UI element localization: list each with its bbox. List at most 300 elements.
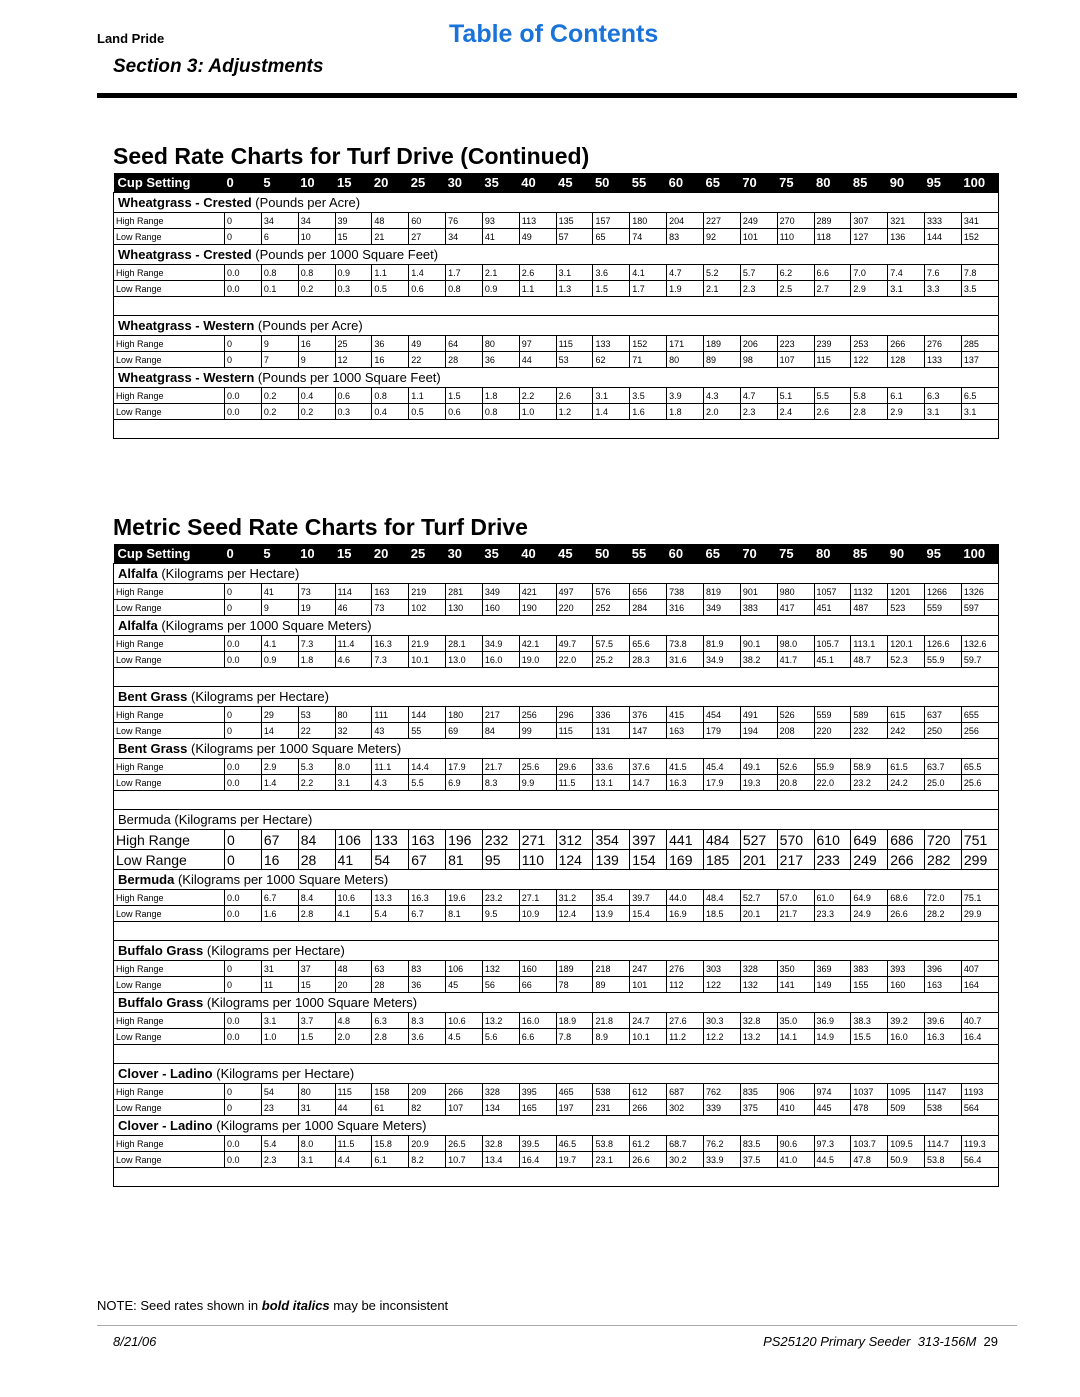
rate-cell: 158 (372, 1084, 409, 1100)
rate-cell: 29.9 (961, 906, 998, 922)
rate-cell: 231 (593, 1100, 630, 1116)
rate-cell: 16.3 (925, 1029, 962, 1045)
rate-cell: 232 (482, 830, 519, 850)
range-label: Low Range (114, 1152, 225, 1168)
range-label: High Range (114, 961, 225, 977)
cup-setting-value: 85 (851, 173, 888, 193)
high-range-row (114, 584, 999, 600)
cup-setting-value: 80 (814, 544, 851, 564)
cup-setting-value: 20 (372, 173, 409, 193)
rate-cell: 10 (298, 229, 335, 245)
rate-cell: 299 (961, 850, 998, 870)
rate-cell: 48.7 (851, 652, 888, 668)
rate-cell: 615 (888, 707, 925, 723)
rate-cell: 32 (335, 723, 372, 739)
rate-cell: 48.4 (703, 890, 740, 906)
rate-cell: 16 (372, 352, 409, 368)
rate-cell: 25 (335, 336, 372, 352)
rate-cell: 0.8 (446, 281, 483, 297)
separator-cell (114, 791, 999, 810)
rate-cell: 276 (667, 961, 704, 977)
low-range-row (114, 652, 999, 668)
separator-row (114, 420, 999, 439)
rate-cell: 18.5 (703, 906, 740, 922)
rate-cell: 2.0 (335, 1029, 372, 1045)
rate-cell: 75.1 (961, 890, 998, 906)
seed-type-title-row (114, 1064, 999, 1084)
rate-cell: 13.1 (593, 775, 630, 791)
rate-cell: 53 (556, 352, 593, 368)
cup-setting-value: 0 (225, 173, 262, 193)
rate-cell: 61.5 (888, 759, 925, 775)
rate-cell: 686 (888, 830, 925, 850)
rate-cell: 68.6 (888, 890, 925, 906)
rate-cell: 55.9 (925, 652, 962, 668)
rate-cell: 415 (667, 707, 704, 723)
rate-cell: 5.7 (740, 265, 777, 281)
rate-cell: 90.6 (777, 1136, 814, 1152)
rate-cell: 115 (814, 352, 851, 368)
rate-cell: 2.8 (372, 1029, 409, 1045)
rate-cell: 9.9 (519, 775, 556, 791)
rate-cell: 122 (703, 977, 740, 993)
rate-cell: 0.0 (225, 1029, 262, 1045)
seed-type-name: Buffalo Grass (118, 943, 204, 958)
rate-cell: 44.0 (667, 890, 704, 906)
cup-setting-header-row (114, 173, 999, 193)
cup-setting-value: 100 (961, 173, 998, 193)
rate-cell: 2.8 (851, 404, 888, 420)
rate-cell: 2.1 (703, 281, 740, 297)
rate-cell: 10.1 (409, 652, 446, 668)
rate-cell: 47.8 (851, 1152, 888, 1168)
rate-cell: 0.3 (335, 404, 372, 420)
cup-setting-value: 85 (851, 544, 888, 564)
rate-cell: 130 (446, 600, 483, 616)
rate-cell: 1.1 (409, 388, 446, 404)
rate-cell: 289 (814, 213, 851, 229)
rate-cell: 0.3 (335, 281, 372, 297)
rate-cell: 34.9 (703, 652, 740, 668)
range-label: High Range (114, 890, 225, 906)
rate-cell: 395 (519, 1084, 556, 1100)
seed-type-title-row (114, 316, 999, 336)
seed-type-unit: (Pounds per 1000 Square Feet) (254, 370, 441, 385)
range-label: High Range (114, 1084, 225, 1100)
rate-cell: 110 (519, 850, 556, 870)
rate-cell: 2.9 (888, 404, 925, 420)
rate-cell: 0.8 (482, 404, 519, 420)
rate-cell: 53.8 (593, 1136, 630, 1152)
rate-cell: 637 (925, 707, 962, 723)
rate-cell: 3.1 (556, 265, 593, 281)
rate-cell: 247 (630, 961, 667, 977)
rate-cell: 27.1 (519, 890, 556, 906)
rate-cell: 163 (925, 977, 962, 993)
rate-cell: 24.9 (851, 906, 888, 922)
rate-cell: 80 (482, 336, 519, 352)
cup-setting-value: 50 (593, 173, 630, 193)
cup-setting-value: 95 (925, 544, 962, 564)
rate-cell: 1147 (925, 1084, 962, 1100)
rate-cell: 54 (372, 850, 409, 870)
rate-cell: 445 (814, 1100, 851, 1116)
rate-cell: 65.5 (961, 759, 998, 775)
rate-cell: 23.2 (851, 775, 888, 791)
rate-cell: 144 (925, 229, 962, 245)
seed-type-name: Alfalfa (118, 618, 158, 633)
rate-cell: 0 (225, 584, 262, 600)
rate-cell: 52.6 (777, 759, 814, 775)
rate-cell: 22 (298, 723, 335, 739)
rate-cell: 5.8 (851, 388, 888, 404)
rate-cell: 14 (261, 723, 298, 739)
rate-cell: 101 (630, 977, 667, 993)
rate-cell: 7.8 (961, 265, 998, 281)
rate-cell: 89 (593, 977, 630, 993)
rate-cell: 15 (335, 229, 372, 245)
section-title: Section 3: Adjustments (113, 56, 324, 77)
rate-cell: 126.6 (925, 636, 962, 652)
rate-cell: 0.9 (261, 652, 298, 668)
rate-cell: 383 (851, 961, 888, 977)
rate-cell: 107 (777, 352, 814, 368)
rate-cell: 54 (261, 1084, 298, 1100)
rate-cell: 11.4 (335, 636, 372, 652)
range-label: Low Range (114, 1029, 225, 1045)
rate-cell: 369 (814, 961, 851, 977)
rate-cell: 28.3 (630, 652, 667, 668)
range-label: High Range (114, 265, 225, 281)
rate-cell: 0 (225, 707, 262, 723)
cup-setting-value: 45 (556, 173, 593, 193)
rate-cell: 1037 (851, 1084, 888, 1100)
rate-cell: 13.0 (446, 652, 483, 668)
rate-cell: 0 (225, 723, 262, 739)
high-range-row (114, 636, 999, 652)
rate-cell: 4.1 (335, 906, 372, 922)
chart-title-metric: Metric Seed Rate Charts for Turf Drive (113, 514, 528, 540)
rate-cell: 0 (225, 229, 262, 245)
cup-setting-value: 90 (888, 544, 925, 564)
rate-cell: 10.9 (519, 906, 556, 922)
rate-cell: 1201 (888, 584, 925, 600)
rate-cell: 55 (409, 723, 446, 739)
rate-cell: 23 (261, 1100, 298, 1116)
rate-cell: 10.6 (446, 1013, 483, 1029)
cup-setting-value: 5 (261, 173, 298, 193)
rate-cell: 197 (556, 1100, 593, 1116)
rate-cell: 65.6 (630, 636, 667, 652)
rate-cell: 160 (519, 961, 556, 977)
cup-setting-label: Cup Setting (114, 173, 225, 193)
rate-cell: 217 (482, 707, 519, 723)
low-range-row (114, 600, 999, 616)
footer-date: 8/21/06 (113, 1334, 157, 1349)
rate-cell: 16.0 (519, 1013, 556, 1029)
low-range-row (114, 723, 999, 739)
rate-cell: 16.4 (961, 1029, 998, 1045)
rate-cell: 738 (667, 584, 704, 600)
rate-cell: 649 (851, 830, 888, 850)
rate-cell: 61.2 (630, 1136, 667, 1152)
rate-cell: 0.0 (225, 906, 262, 922)
rate-cell: 14.1 (777, 1029, 814, 1045)
cup-setting-value: 25 (409, 544, 446, 564)
rate-cell: 25.6 (961, 775, 998, 791)
rate-cell: 219 (409, 584, 446, 600)
cup-setting-value: 95 (925, 173, 962, 193)
rate-cell: 3.5 (961, 281, 998, 297)
cup-setting-header-row (114, 544, 999, 564)
rate-cell: 3.5 (630, 388, 667, 404)
rate-cell: 45 (446, 977, 483, 993)
rate-cell: 15 (298, 977, 335, 993)
rate-cell: 65 (593, 229, 630, 245)
rate-cell: 49 (409, 336, 446, 352)
rate-cell: 35.4 (593, 890, 630, 906)
high-range-row (114, 265, 999, 281)
rate-cell: 31.6 (667, 652, 704, 668)
rate-cell: 22 (409, 352, 446, 368)
rate-cell: 69 (446, 723, 483, 739)
rate-cell: 20.9 (409, 1136, 446, 1152)
rate-cell: 8.9 (593, 1029, 630, 1045)
seed-type-title-row (114, 616, 999, 636)
rate-cell: 164 (961, 977, 998, 993)
rate-cell: 127 (851, 229, 888, 245)
rate-cell: 8.0 (298, 1136, 335, 1152)
rate-cell: 155 (851, 977, 888, 993)
rate-cell: 46 (335, 600, 372, 616)
rate-cell: 1.6 (261, 906, 298, 922)
rate-cell: 73 (298, 584, 335, 600)
rate-cell: 84 (482, 723, 519, 739)
rate-cell: 209 (409, 1084, 446, 1100)
rate-cell: 18.9 (556, 1013, 593, 1029)
rate-cell: 0.0 (225, 404, 262, 420)
rate-cell: 113 (519, 213, 556, 229)
rate-cell: 111 (372, 707, 409, 723)
range-label: High Range (114, 830, 225, 850)
rate-cell: 397 (630, 830, 667, 850)
high-range-row (114, 1013, 999, 1029)
rate-cell: 36 (409, 977, 446, 993)
seed-type-title (114, 193, 999, 213)
rate-cell: 0.2 (261, 404, 298, 420)
rate-cell: 154 (630, 850, 667, 870)
separator-row (114, 297, 999, 316)
seed-type-title-row (114, 810, 999, 830)
range-label: High Range (114, 1136, 225, 1152)
rate-cell: 282 (925, 850, 962, 870)
seed-type-title-row (114, 564, 999, 584)
seed-type-unit: (Kilograms per 1000 Square Meters) (203, 995, 418, 1010)
seed-type-unit: (Kilograms per 1000 Square Meters) (212, 1118, 427, 1133)
rate-cell: 20 (335, 977, 372, 993)
seed-type-title-row (114, 687, 999, 707)
rate-cell: 73 (372, 600, 409, 616)
rate-cell: 23.1 (593, 1152, 630, 1168)
rate-cell: 2.2 (519, 388, 556, 404)
rate-cell: 451 (814, 600, 851, 616)
rate-cell: 612 (630, 1084, 667, 1100)
rate-cell: 6.6 (519, 1029, 556, 1045)
cup-setting-value: 30 (446, 544, 483, 564)
rate-cell: 4.7 (667, 265, 704, 281)
rate-cell: 49.1 (740, 759, 777, 775)
range-label: Low Range (114, 977, 225, 993)
range-label: Low Range (114, 850, 225, 870)
rate-cell: 2.3 (740, 404, 777, 420)
rate-cell: 220 (556, 600, 593, 616)
rate-cell: 396 (925, 961, 962, 977)
rate-cell: 303 (703, 961, 740, 977)
high-range-row (114, 707, 999, 723)
rate-cell: 160 (888, 977, 925, 993)
rate-cell: 137 (961, 352, 998, 368)
rate-cell: 196 (446, 830, 483, 850)
rate-cell: 46.5 (556, 1136, 593, 1152)
rate-cell: 134 (482, 1100, 519, 1116)
rate-cell: 19.6 (446, 890, 483, 906)
seed-type-name: Bent Grass (118, 689, 188, 704)
seed-type-title (114, 316, 999, 336)
rate-cell: 1.2 (556, 404, 593, 420)
cup-setting-value: 10 (298, 544, 335, 564)
rate-cell: 3.1 (335, 775, 372, 791)
chart-title-imperial: Seed Rate Charts for Turf Drive (Continued) (113, 143, 590, 169)
low-range-row (114, 1152, 999, 1168)
rate-cell: 49.7 (556, 636, 593, 652)
rate-cell: 3.1 (925, 404, 962, 420)
range-label: High Range (114, 336, 225, 352)
rate-cell: 350 (777, 961, 814, 977)
rate-cell: 655 (961, 707, 998, 723)
rate-cell: 28.1 (446, 636, 483, 652)
rate-cell: 17.9 (703, 775, 740, 791)
rate-cell: 3.7 (298, 1013, 335, 1029)
cup-setting-value: 10 (298, 173, 335, 193)
rate-cell: 1095 (888, 1084, 925, 1100)
rate-cell: 10.6 (335, 890, 372, 906)
rate-cell: 589 (851, 707, 888, 723)
rate-cell: 538 (593, 1084, 630, 1100)
seed-type-title (114, 1116, 999, 1136)
rate-cell: 1.0 (261, 1029, 298, 1045)
rate-cell: 3.1 (593, 388, 630, 404)
high-range-row (114, 1136, 999, 1152)
rate-cell: 24.2 (888, 775, 925, 791)
rate-cell: 67 (409, 850, 446, 870)
rate-cell: 41 (482, 229, 519, 245)
range-label: High Range (114, 707, 225, 723)
seed-type-name: Wheatgrass - Western (118, 370, 255, 385)
rate-cell: 115 (335, 1084, 372, 1100)
rate-cell: 12 (335, 352, 372, 368)
rate-cell: 107 (446, 1100, 483, 1116)
rate-cell: 133 (925, 352, 962, 368)
rate-cell: 17.9 (446, 759, 483, 775)
cup-setting-value: 40 (519, 544, 556, 564)
cup-setting-value: 20 (372, 544, 409, 564)
rate-cell: 20.1 (740, 906, 777, 922)
rate-cell: 98 (740, 352, 777, 368)
seed-type-title-row (114, 941, 999, 961)
rate-cell: 5.4 (261, 1136, 298, 1152)
cup-setting-value: 75 (777, 173, 814, 193)
rate-cell: 256 (519, 707, 556, 723)
separator-row (114, 1168, 999, 1187)
rate-cell: 250 (925, 723, 962, 739)
rate-cell: 48 (335, 961, 372, 977)
seed-type-name: Wheatgrass - Western (118, 318, 255, 333)
rate-cell: 165 (519, 1100, 556, 1116)
rate-cell: 16.3 (372, 636, 409, 652)
separator-cell (114, 1168, 999, 1187)
rate-cell: 5.4 (372, 906, 409, 922)
rate-cell: 112 (667, 977, 704, 993)
rate-cell: 12.4 (556, 906, 593, 922)
rate-cell: 44 (335, 1100, 372, 1116)
cup-setting-value: 25 (409, 173, 446, 193)
rate-cell: 29 (261, 707, 298, 723)
rate-cell: 80 (667, 352, 704, 368)
rate-cell: 190 (519, 600, 556, 616)
rate-cell: 5.1 (777, 388, 814, 404)
rate-cell: 149 (814, 977, 851, 993)
rate-cell: 321 (888, 213, 925, 229)
rate-cell: 122 (851, 352, 888, 368)
rate-cell: 89 (703, 352, 740, 368)
rate-cell: 206 (740, 336, 777, 352)
rate-cell: 50.9 (888, 1152, 925, 1168)
rate-cell: 1.5 (298, 1029, 335, 1045)
rate-cell: 312 (556, 830, 593, 850)
rate-cell: 66 (519, 977, 556, 993)
rate-cell: 4.1 (261, 636, 298, 652)
separator-cell (114, 668, 999, 687)
rate-cell: 11 (261, 977, 298, 993)
rate-cell: 242 (888, 723, 925, 739)
rate-cell: 1.9 (667, 281, 704, 297)
seed-type-title (114, 1064, 999, 1084)
seed-type-unit: (Pounds per Acre) (254, 318, 363, 333)
range-label: High Range (114, 1013, 225, 1029)
table-of-contents-link[interactable]: Table of Contents (449, 20, 659, 48)
rate-cell: 19 (298, 600, 335, 616)
rate-cell: 43 (372, 723, 409, 739)
rate-cell: 527 (740, 830, 777, 850)
rate-cell: 0.0 (225, 636, 262, 652)
rate-cell: 0.0 (225, 890, 262, 906)
separator-cell (114, 922, 999, 941)
rate-cell: 56 (482, 977, 519, 993)
seed-type-title-row (114, 368, 999, 388)
seed-type-name: Clover - Ladino (118, 1066, 213, 1081)
rate-cell: 9 (298, 352, 335, 368)
rate-cell: 0.5 (409, 404, 446, 420)
rate-cell: 163 (409, 830, 446, 850)
rate-cell: 1132 (851, 584, 888, 600)
low-range-row (114, 229, 999, 245)
rate-cell: 1.1 (519, 281, 556, 297)
rate-cell: 136 (888, 229, 925, 245)
high-range-row (114, 830, 999, 850)
rate-cell: 36.9 (814, 1013, 851, 1029)
rate-cell: 80 (335, 707, 372, 723)
seed-type-unit: Bermuda (Kilograms per Hectare) (118, 812, 313, 827)
